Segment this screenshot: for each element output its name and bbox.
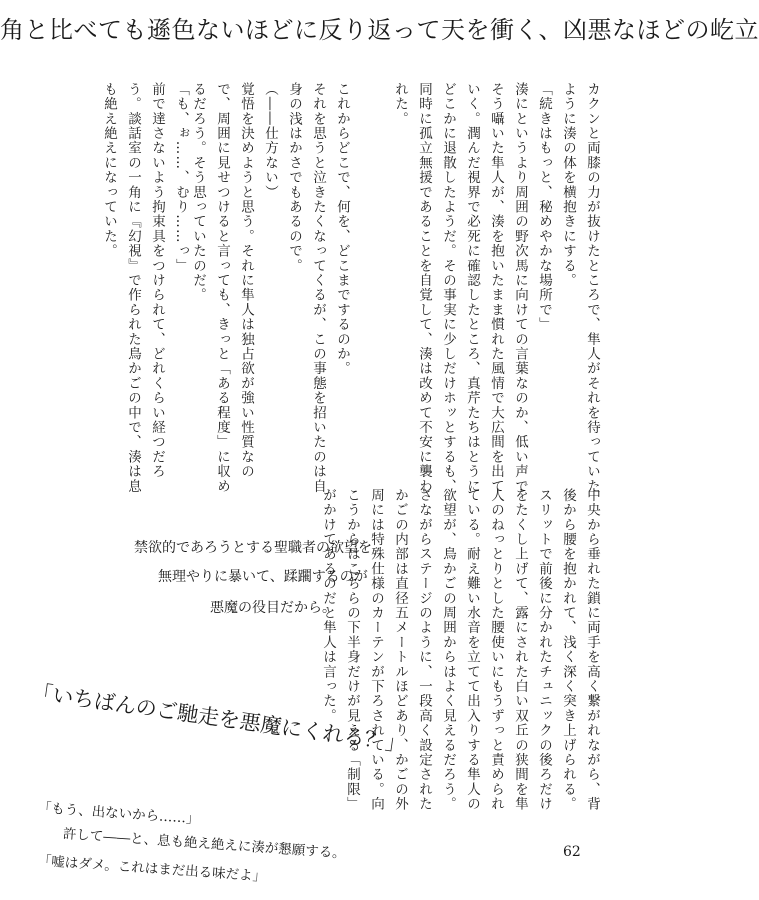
body-text-upper-left: 「も、ぉ……、むり……っ」 前で達さないよう拘束具をつけられて、どれくらい経つだろう。談話室の一角に『幻視』で作られた鳥かごの中で、湊は息も絶え絶えになっていた。: [101, 82, 189, 494]
body-text-lower-right: 中央から垂れた鎖に両手を高く繋がれながら、背後から腰を抱かれて、浅く深く突き上げられる。 スリットで前後に分かれたチュニックの後ろだけをたくし上げて、露にされた白い双丘の狭間を隼人のねっとりとした腰使いにもうずっと責められている。耐え難い水音を立てて出入りする隼人の欲望が、鳥かごの周囲からはよく見えるだろう。 さながらステージのように、一段高く設定されたかごの内部は直径五メートルほどあり、かごの外周には特殊仕様のカーテンが下ろされている。向こうからはこちらの下半身だけが見える「制限」がかけてあるのだと隼人は言った。: [320, 488, 600, 812]
dialogue-line: 「もう、出ないから……」: [37, 800, 201, 828]
chapter-headline: 角と比べても遜色ないほどに反り返って天を衝く、凶悪なほどの屹立: [0, 16, 759, 44]
dialogue-line: 許して――と、息も絶え絶えに湊が懇願する。: [62, 826, 347, 862]
poem-line: 悪魔の役目だから。: [210, 600, 336, 616]
page-number: 62: [563, 844, 581, 860]
poem-line: 無理やりに暴いて、蹂躙するのが: [158, 569, 368, 585]
poem-line: 禁欲的であろうとする聖職者の欲望を: [134, 540, 372, 556]
body-text-upper-right: カクンと両膝の力が抜けたところで、隼人がそれを待っていたように湊の体を横抱きにする。 「続きはもっと、秘めやかな場所で」 湊にというより周囲の野次馬に向けての言葉なのか、低い声でそう囁いた隼人が、湊を抱いたまま慣れた風情で大広間を出ていく。潤んだ視界で必死に確認したところ、真芹たちはとうにどこかに退散したようだ。その事実に少しだけホッとするも、同時に孤立無援であることを自覚して、湊は改めて不安に襲われた。: [392, 82, 600, 494]
body-text-upper-middle: これからどこで、何を、どこまでするのか。 それを思うと泣きたくなってくるが、この事態を招いたのは自身の浅はかさでもあるので。 （――仕方ない） 覚悟を決めようと思う。それに隼人は独占欲が強い性質なので、周囲に見せつけると言っても、きっと「ある程度」に収めるだろう。そう思っていたのだ。: [190, 82, 350, 494]
featured-quote: 「いちばんのご馳走を悪魔にくれる？」: [30, 680, 408, 757]
dialogue-line: 「嘘はダメ。これはまだ出る味だよ」: [37, 853, 267, 885]
